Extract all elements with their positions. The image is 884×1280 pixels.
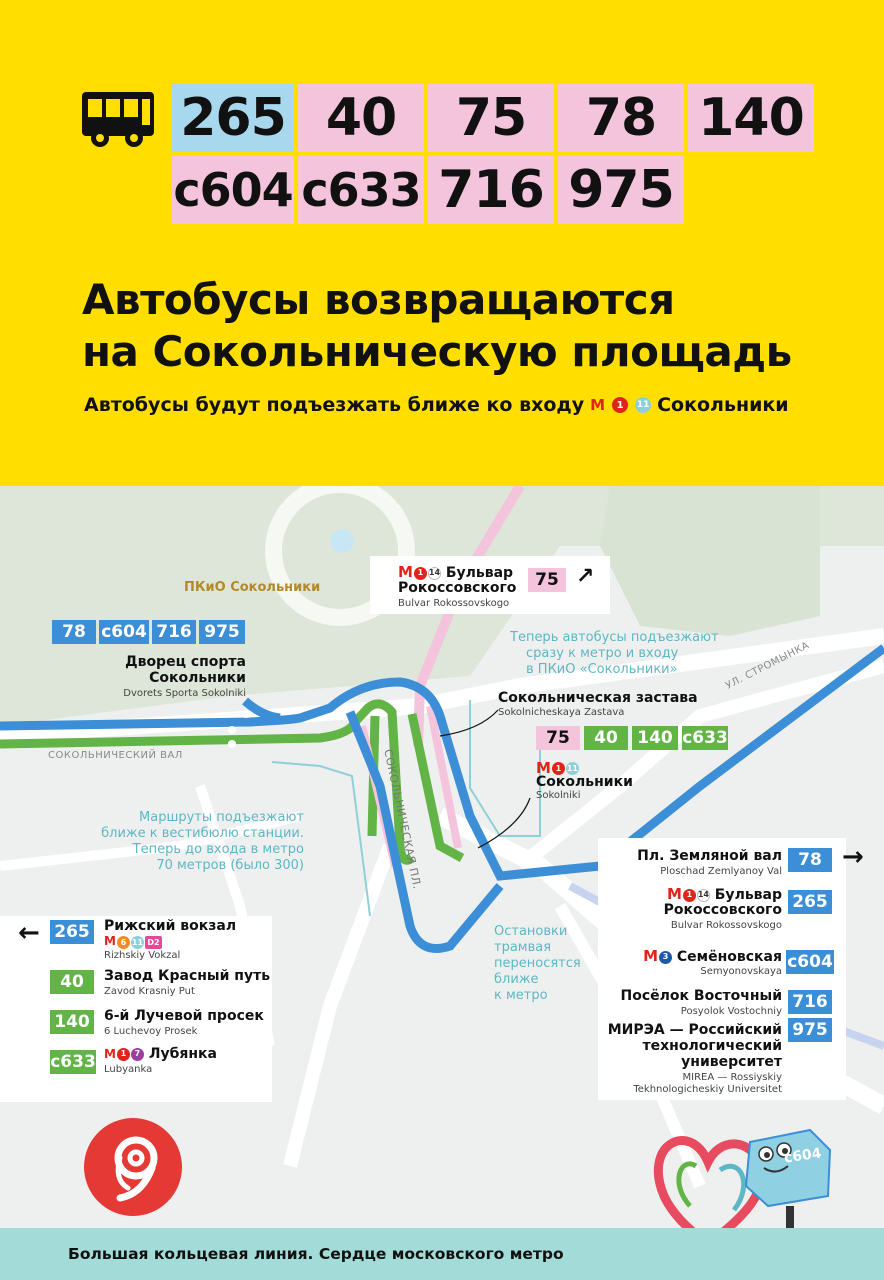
stop-name-line2: технологический <box>642 1038 782 1054</box>
metro-line-14-icon: 14 <box>428 567 441 580</box>
metro-line-11-icon: 11 <box>566 764 578 773</box>
stop-translit: Rizhskiy Vokzal <box>104 950 181 961</box>
route-chip-40: 40 <box>298 84 424 152</box>
metro-line-14-icon: 14 <box>697 889 710 902</box>
route-map <box>0 486 884 1280</box>
stop-name: Завод Красный путь <box>104 968 271 984</box>
metro-sokolniki-name: Сокольники <box>536 774 633 790</box>
note-new-stop <box>510 630 719 678</box>
note-line: в ПКиО «Сокольники» <box>526 662 678 677</box>
metro-line-1-icon: 1 <box>117 1048 130 1061</box>
stop-name <box>398 564 513 581</box>
street-label-square: СОКОЛЬНИЧЕСКАЯ ПЛ. <box>381 748 424 891</box>
note-line: переносятся <box>494 956 581 971</box>
route-badge-716: 716 <box>788 990 832 1014</box>
note-line: трамвая <box>494 940 552 955</box>
route-badge-78: 78 <box>788 848 832 872</box>
stop-name <box>643 948 782 965</box>
stop-dvorets-translit: Dvorets Sporta Sokolniki <box>123 688 246 699</box>
subheadline-text: Автобусы будут подъезжать ближе ко входу <box>84 394 585 416</box>
stop-translit: Posyolok Vostochniy <box>680 1006 782 1017</box>
stop-translit: Bulvar Rokossovskogo <box>398 598 510 609</box>
route-chip-c604: с604 <box>172 156 294 224</box>
stop-translit: Zavod Krasniy Put <box>104 986 195 997</box>
stop-name-line2: Рокоссовского <box>663 902 782 918</box>
arrow-left-icon: ← <box>18 918 40 948</box>
route-badge-c633: с633 <box>682 728 728 748</box>
metro-line-11-icon: 11 <box>635 397 651 413</box>
note-line: к метро <box>494 988 548 1003</box>
note-line: Теперь автобусы подъезжают <box>510 630 719 645</box>
metro-line-7-icon: 7 <box>131 1048 144 1061</box>
stop-name-line2: Сокольники <box>149 670 246 686</box>
note-line: Остановки <box>494 924 568 939</box>
stop-translit-line2: Tekhnologicheskiy Universitet <box>633 1084 782 1095</box>
arrow-up-right-icon: ↗ <box>576 564 595 589</box>
metro-line-11-icon: 11 <box>131 937 144 947</box>
route-chip-975: 975 <box>558 156 684 224</box>
route-badge-40: 40 <box>584 726 628 750</box>
stop-name: Посёлок Восточный <box>620 988 782 1004</box>
route-badge-265: 265 <box>50 920 94 944</box>
mcd-d2-icon: D2 <box>145 936 162 949</box>
stop-zastava-name: Сокольническая застава <box>498 690 698 706</box>
stop-translit: Ploschad Zemlyanoy Val <box>660 866 782 877</box>
stop-name-text: Семёновская <box>676 949 782 965</box>
note-line: Маршруты подъезжают <box>139 810 304 825</box>
route-chip-140: 140 <box>688 84 814 152</box>
right-directions-panel <box>598 838 864 1100</box>
route-badge-140: 140 <box>50 1010 94 1034</box>
footer-banner <box>0 1228 884 1280</box>
stop-translit: Lubyanka <box>104 1064 153 1075</box>
metro-logo-icon <box>84 1118 182 1216</box>
stop-name-line1: Дворец спорта <box>125 654 246 670</box>
metro-line-1-icon: 1 <box>612 397 628 413</box>
park-label: ПКиО Сокольники <box>184 580 321 595</box>
stop-name-line2: Рокоссовского <box>398 580 517 596</box>
stop-name-line3: университет <box>681 1054 782 1070</box>
metro-icon: М <box>666 885 682 903</box>
stop-name-line1: Бульвар <box>714 887 782 903</box>
stop-translit-line1: MIREA — Rossiyskiy <box>682 1072 782 1083</box>
route-badge-975: 975 <box>199 620 245 644</box>
subheadline <box>84 394 844 416</box>
route-badge-265: 265 <box>788 890 832 914</box>
stop-name <box>667 886 782 903</box>
arrow-right-icon: → <box>842 842 864 872</box>
headline-line-1: Автобусы возвращаются <box>82 275 675 324</box>
stop-name: Рижский вокзал <box>104 918 237 934</box>
route-badge-c604: с604 <box>787 952 833 972</box>
note-closer-entrance <box>60 810 304 874</box>
callout-rokossovsky <box>370 556 610 614</box>
route-badge-75: 75 <box>536 726 580 750</box>
route-chip-716: 716 <box>428 156 554 224</box>
stop-name-line1: МИРЭА — Российский <box>607 1022 782 1038</box>
route-chip-265: 265 <box>172 84 294 152</box>
metro-sokolniki-translit: Sokolniki <box>536 790 581 801</box>
stop-name-line1: Бульвар <box>445 565 514 581</box>
route-badge-716: 716 <box>152 620 196 644</box>
metro-icon: М <box>104 1047 116 1061</box>
note-line: ближе к вестибюлю станции. <box>101 826 304 841</box>
metro-icon: М <box>536 759 551 777</box>
metro-line-6-icon: 6 <box>117 936 130 949</box>
note-line: 70 метров (было 300) <box>156 858 304 873</box>
subheadline-station: Сокольники <box>657 394 789 416</box>
metro-line-1-icon: 1 <box>683 889 696 902</box>
stop-name: Пл. Земляной вал <box>637 848 782 864</box>
stop-translit: 6 Luchevoy Prosek <box>104 1026 198 1037</box>
page-title <box>82 274 842 378</box>
metro-icon: М <box>590 396 606 414</box>
metro-icon: М <box>643 947 659 965</box>
metro-line-1-icon: 1 <box>414 567 427 580</box>
note-tram <box>494 924 581 1004</box>
left-directions-panel <box>0 916 272 1102</box>
route-badge-c633: с633 <box>50 1052 96 1072</box>
route-chip-c633: с633 <box>298 156 424 224</box>
metro-icon: М <box>398 563 413 581</box>
route-badge-975: 975 <box>788 1018 832 1042</box>
route-chip-75: 75 <box>428 84 554 152</box>
stop-translit: Bulvar Rokossovskogo <box>670 920 782 931</box>
headline-line-2: на Сокольническую площадь <box>82 327 792 376</box>
route-badge-78: 78 <box>52 620 96 644</box>
metro-lines <box>104 934 162 949</box>
route-badge-75: 75 <box>528 568 566 592</box>
footer-text: Большая кольцевая линия. Сердце московского метро <box>68 1245 564 1263</box>
route-badge-40: 40 <box>50 970 94 994</box>
street-label-val: СОКОЛЬНИЧЕСКИЙ ВАЛ <box>48 750 183 761</box>
note-line: ближе <box>494 972 539 987</box>
note-line: Теперь до входа в метро <box>132 842 304 857</box>
header-banner <box>0 0 884 486</box>
route-chip-78: 78 <box>558 84 684 152</box>
route-badge-c604: с604 <box>99 620 149 644</box>
stop-name <box>104 1046 217 1062</box>
bus-icon <box>80 88 158 150</box>
stop-name: 6-й Лучевой просек <box>104 1008 264 1024</box>
mascot-label: с604 <box>783 1145 823 1167</box>
metro-line-1-icon: 1 <box>552 762 565 775</box>
route-badge-140: 140 <box>632 726 678 750</box>
metro-line-3-icon: 3 <box>659 951 672 964</box>
stop-dvorets-name <box>100 654 246 686</box>
stop-translit: Semyonovskaya <box>700 966 782 977</box>
logo-mark-icon <box>84 1118 182 1216</box>
note-line: сразу к метро и входу <box>526 646 679 661</box>
metro-icon: М <box>104 934 116 948</box>
stop-name-text: Лубянка <box>148 1046 217 1062</box>
stop-zastava-translit: Sokolnicheskaya Zastava <box>498 707 625 718</box>
street-label-stromynka: УЛ. СТРОМЫНКА <box>724 640 812 692</box>
